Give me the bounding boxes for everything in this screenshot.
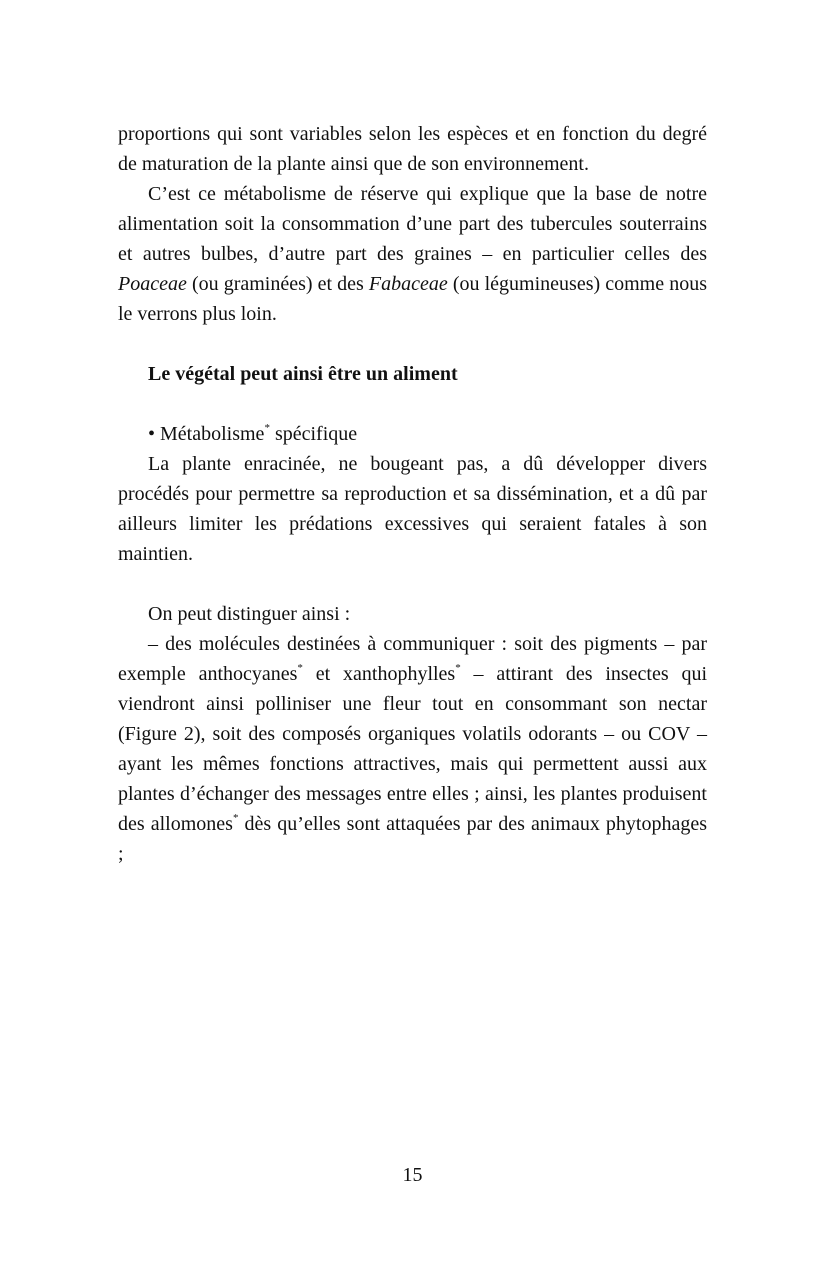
footnote-marker: * (264, 422, 270, 435)
page-number: 15 (402, 1164, 423, 1186)
paragraph-reserve-metabolism (118, 179, 707, 329)
section-heading: Le végétal peut ainsi être un aliment (148, 363, 458, 385)
text-run: – des molécules destinées à communiquer : soit des pigments – par exemple anthocyanes (118, 633, 707, 685)
text-run: – attirant des insectes qui viendront ainsi polliniser une fleur tout en consommant son nectar (Figure 2), soit des composés organiques volatils odorants – ou COV – ayant les mêmes fonctions attractives, mais qui permettent aussi aux plantes d’échanger des messages entre elles ; ainsi, les plantes produisent des allomones (118, 663, 708, 835)
text-run: (ou graminées) et des (186, 273, 369, 295)
footnote-marker: * (455, 662, 461, 675)
text-run: C’est ce métabolisme de réserve qui explique que la base de notre alimentation soit la consommation d’une part des tubercules souterrains et autres bulbes, d’autre part des graines – en particulier celles des (118, 183, 707, 265)
text-run: et xanthophylles (302, 663, 456, 685)
footnote-marker: * (297, 662, 303, 675)
italic-term-poaceae: Poaceae (118, 273, 187, 295)
bullet-item (118, 419, 707, 449)
bullet-text: • Métabolisme (148, 423, 265, 445)
paragraph-continuation: proportions qui sont variables selon les espèces et en fonction du degré de maturation de la plante ainsi que de son environnement. (118, 123, 707, 175)
text-run: dès qu’elles sont attaquées par des animaux phytophages ; (118, 813, 707, 865)
paragraph-distinguish: On peut distinguer ainsi : (148, 603, 351, 625)
bullet-text: spécifique (269, 423, 358, 445)
page-body (118, 119, 707, 869)
paragraph-rooted-plant: La plante enracinée, ne bougeant pas, a dû développer divers procédés pour permettre sa reproduction et sa dissémination, et a dû par ailleurs limiter les prédations excessives qui seraient fatales à son maintien. (118, 453, 707, 565)
text-run: (ou légumineuses) comme nous le verrons plus loin. (118, 273, 707, 325)
footnote-marker: * (232, 812, 239, 825)
paragraph-communication-molecules (118, 629, 707, 869)
italic-term-fabaceae: Fabaceae (368, 273, 448, 295)
